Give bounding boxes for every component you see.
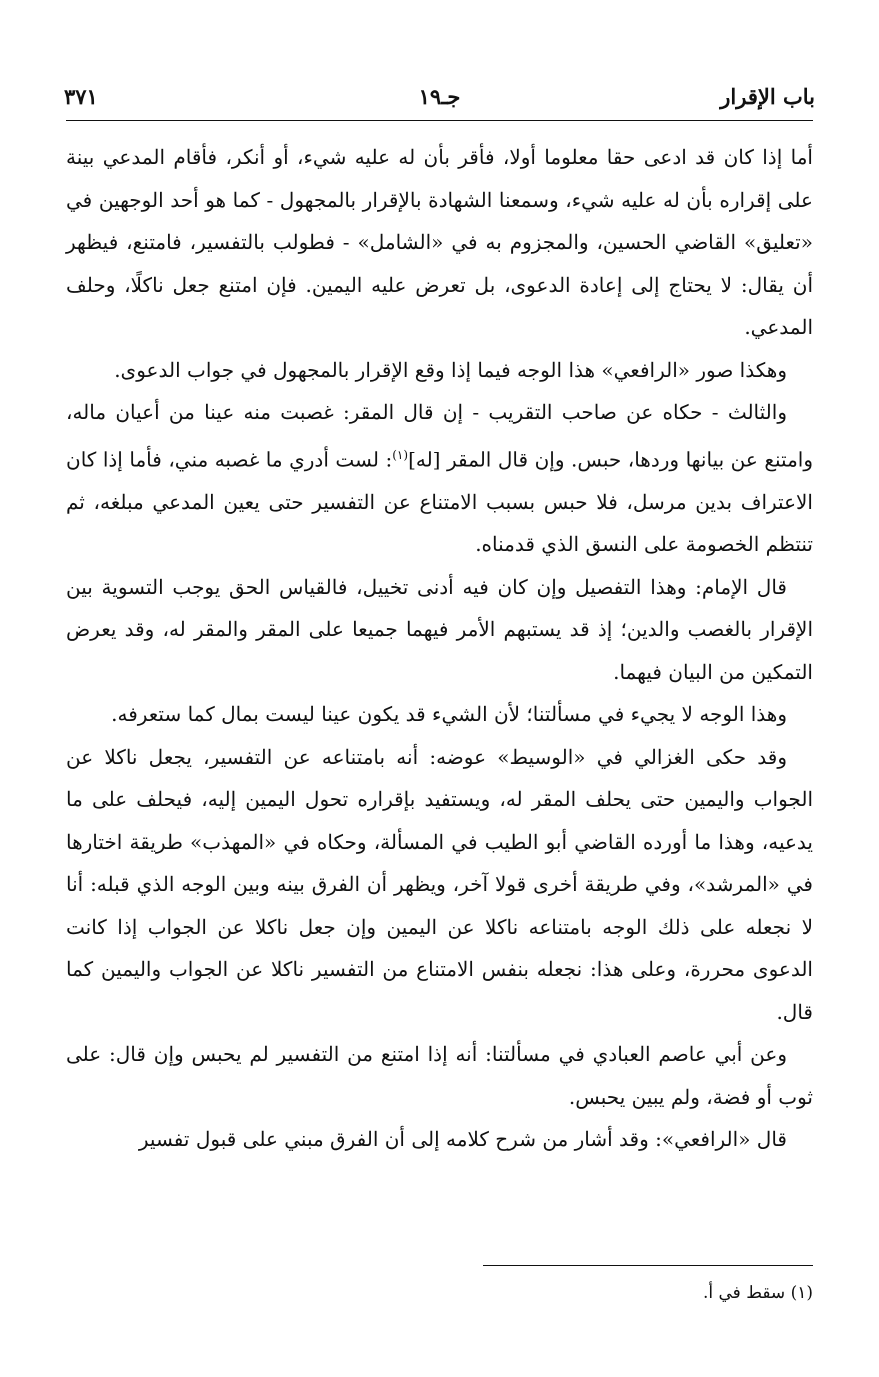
footnote-marker: (١) xyxy=(392,447,409,462)
running-header xyxy=(64,76,815,116)
paragraph-3-part-a: والثالث - حكاه عن صاحب التقريب - إن قال المقر: غصبت منه عينا من أعيان ماله، وامتنع عن بيانها وردها، حبس. وإن قال المقر [له] xyxy=(66,400,813,472)
paragraph-6: وقد حكى الغزالي في «الوسيط» عوضه: أنه بامتناعه عن التفسير، يجعل ناكلا عن الجواب واليمين حتى يحلف المقر له، ويستفيد بإقراره تحول اليمين إليه، فيحلف على ما يدعيه، وهذا ما أورده القاضي أبو الطيب في المسألة، وحكاه في «المهذب» طريقة اختارها في «المرشد»، وفي طريقة أخرى قولا آخر، ويظهر أن الفرق بينه وبين الوجه الذي قبله: أنا لا نجعله على ذلك الوجه بامتناعه ناكلا عن اليمين وإن جعل ناكلا عن الجواب إذا كانت الدعوى محررة، وعلى هذا: نجعله بنفس الامتناع من التفسير ناكلا عن الجواب واليمين كما قال. xyxy=(66,744,813,1024)
paragraph-7: وعن أبي عاصم العبادي في مسألتنا: أنه إذا امتنع من التفسير لم يحبس وإن قال: على ثوب أو فضة، ولم يبين يحبس. xyxy=(66,1042,813,1109)
volume-number: جـ١٩ xyxy=(418,83,461,109)
paragraph-3 xyxy=(66,391,813,566)
chapter-title: باب الإقرار xyxy=(720,83,815,109)
paragraph-8: قال «الرافعي»: وقد أشار من شرح كلامه إلى أن الفرق مبني على قبول تفسير xyxy=(138,1127,787,1152)
header-divider xyxy=(66,120,813,121)
paragraph-4: قال الإمام: وهذا التفصيل وإن كان فيه أدنى تخييل، فالقياس الحق يوجب التسوية بين الإقرار بالغصب والدين؛ إذ قد يستبهم الأمر فيهما جميعا على المقر والمقر له، وقد يعرض التمكين من البيان فيهما. xyxy=(66,574,813,684)
main-text xyxy=(66,136,813,1161)
footnote-divider xyxy=(483,1265,813,1266)
footnote: (١) سقط في أ. xyxy=(702,1283,813,1303)
paragraph-5: وهذا الوجه لا يجيء في مسألتنا؛ لأن الشيء قد يكون عينا ليست بمال كما ستعرفه. xyxy=(111,702,787,727)
paragraph-3-part-b: : لست أدري ما غصبه مني، فأما إذا كان الاعتراف بدين مرسل، فلا حبس بسبب الامتناع عن التفسير حتى يعين المدعي مبلغه، ثم تنتظم الخصومة على النسق الذي قدمناه. xyxy=(66,447,813,557)
page-number: ٣٧١ xyxy=(64,83,98,109)
paragraph-2: وهكذا صور «الرافعي» هذا الوجه فيما إذا وقع الإقرار بالمجهول في جواب الدعوى. xyxy=(114,357,787,382)
paragraph-1: أما إذا كان قد ادعى حقا معلوما أولا، فأقر بأن له عليه شيء، أو أنكر، فأقام المدعي بينة على إقراره بأن له عليه شيء، وسمعنا الشهادة بالإقرار بالمجهول - كما هو أحد الوجهين في «تعليق» القاضي الحسين، والمجزوم به في «الشامل» - فطولب بالتفسير، فامتنع، فيظهر أن يقال: لا يحتاج إلى إعادة الدعوى، بل تعرض عليه اليمين. فإن امتنع جعل ناكلًا، وحلف المدعي. xyxy=(66,145,813,339)
